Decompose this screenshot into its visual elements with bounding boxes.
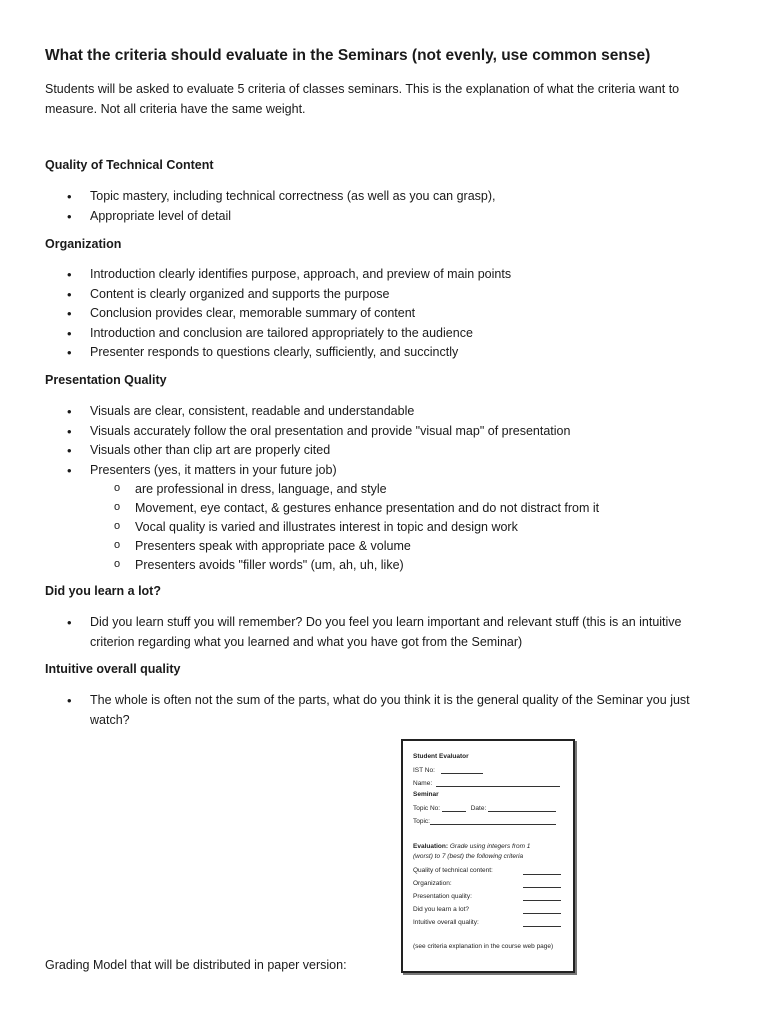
form-criterion: Did you learn a lot?: [413, 906, 561, 913]
sub-list-item: o Vocal quality is varied and illustrates interest in topic and design work: [90, 518, 725, 537]
list-item: • Introduction and conclusion are tailored appropriately to the audience: [45, 324, 725, 344]
form-criterion: Quality of technical content:: [413, 867, 561, 874]
sub-list-item: o are professional in dress, language, and style: [90, 480, 725, 499]
form-line: [523, 867, 561, 875]
heading-organization: Organization: [45, 237, 122, 251]
form-criterion: Presentation quality:: [413, 893, 561, 900]
list-overall-quality: [45, 691, 715, 730]
list-item: • Appropriate level of detail: [45, 207, 725, 227]
form-footer: (see criteria explanation in the course web page): [413, 943, 554, 950]
form-criterion: Intuitive overall quality:: [413, 919, 561, 926]
heading-presentation-quality: Presentation Quality: [45, 373, 167, 387]
intro-paragraph: Students will be asked to evaluate 5 criteria of classes seminars. This is the explanation of what the criteria want to measure. Not all criteria have the same weight.: [45, 82, 680, 116]
form-seminar: Seminar: [413, 791, 439, 798]
grading-model-label: Grading Model that will be distributed in paper version:: [45, 958, 347, 972]
form-topic-no: Topic No: Date:: [413, 804, 556, 812]
list-item: • Visuals other than clip art are properly cited: [45, 441, 725, 461]
form-topic: Topic:: [413, 817, 556, 825]
grading-form-image: [401, 739, 575, 973]
sub-list-item: o Presenters avoids "filler words" (um, ah, uh, like): [90, 556, 725, 575]
sublist-presenters: [90, 480, 725, 575]
list-item: • Content is clearly organized and supports the purpose: [45, 285, 725, 305]
form-evaluation: Evaluation: Grade using integers from 1: [413, 843, 531, 850]
form-ist-no: IST No:: [413, 766, 483, 774]
list-item-label: Presenters (yes, it matters in your future job): [90, 462, 337, 477]
heading-overall-quality: Intuitive overall quality: [45, 662, 181, 676]
form-line: [523, 893, 561, 901]
list-technical-content: [45, 187, 725, 226]
list-item: • Visuals accurately follow the oral presentation and provide "visual map" of presentation: [45, 422, 725, 442]
form-line: [441, 766, 483, 774]
form-line: [523, 880, 561, 888]
form-student-evaluator: Student Evaluator: [413, 753, 469, 760]
list-presentation-quality: [45, 402, 725, 575]
list-organization: [45, 265, 725, 363]
list-item: • Did you learn stuff you will remember? Do you feel you learn important and relevant stuff (this is an intuitive criterion regarding what you learned and what you have got from the Seminar): [45, 613, 715, 652]
form-line: [436, 779, 560, 787]
list-item: [45, 461, 725, 576]
form-line: [488, 804, 556, 812]
form-criterion: Organization:: [413, 880, 561, 887]
sub-list-item: o Presenters speak with appropriate pace & volume: [90, 537, 725, 556]
heading-technical-content: Quality of Technical Content: [45, 158, 214, 172]
list-item: • Presenter responds to questions clearly, sufficiently, and succinctly: [45, 343, 725, 363]
sub-list-item: o Movement, eye contact, & gestures enhance presentation and do not distract from it: [90, 499, 725, 518]
form-name: Name:: [413, 779, 560, 787]
form-evaluation-line2: (worst) to 7 (best) the following criteria: [413, 853, 524, 860]
form-line: [523, 919, 561, 927]
form-line: [430, 817, 556, 825]
form-line: [523, 906, 561, 914]
list-learn-a-lot: [45, 613, 715, 652]
page-title: What the criteria should evaluate in the Seminars (not evenly, use common sense): [45, 47, 651, 64]
heading-learn-a-lot: Did you learn a lot?: [45, 584, 161, 598]
list-item: • The whole is often not the sum of the parts, what do you think it is the general quality of the Seminar you just watch?: [45, 691, 715, 730]
list-item: • Visuals are clear, consistent, readable and understandable: [45, 402, 725, 422]
form-line: [442, 804, 466, 812]
list-item: • Introduction clearly identifies purpose, approach, and preview of main points: [45, 265, 725, 285]
list-item: • Conclusion provides clear, memorable summary of content: [45, 304, 725, 324]
list-item: • Topic mastery, including technical correctness (as well as you can grasp),: [45, 187, 725, 207]
